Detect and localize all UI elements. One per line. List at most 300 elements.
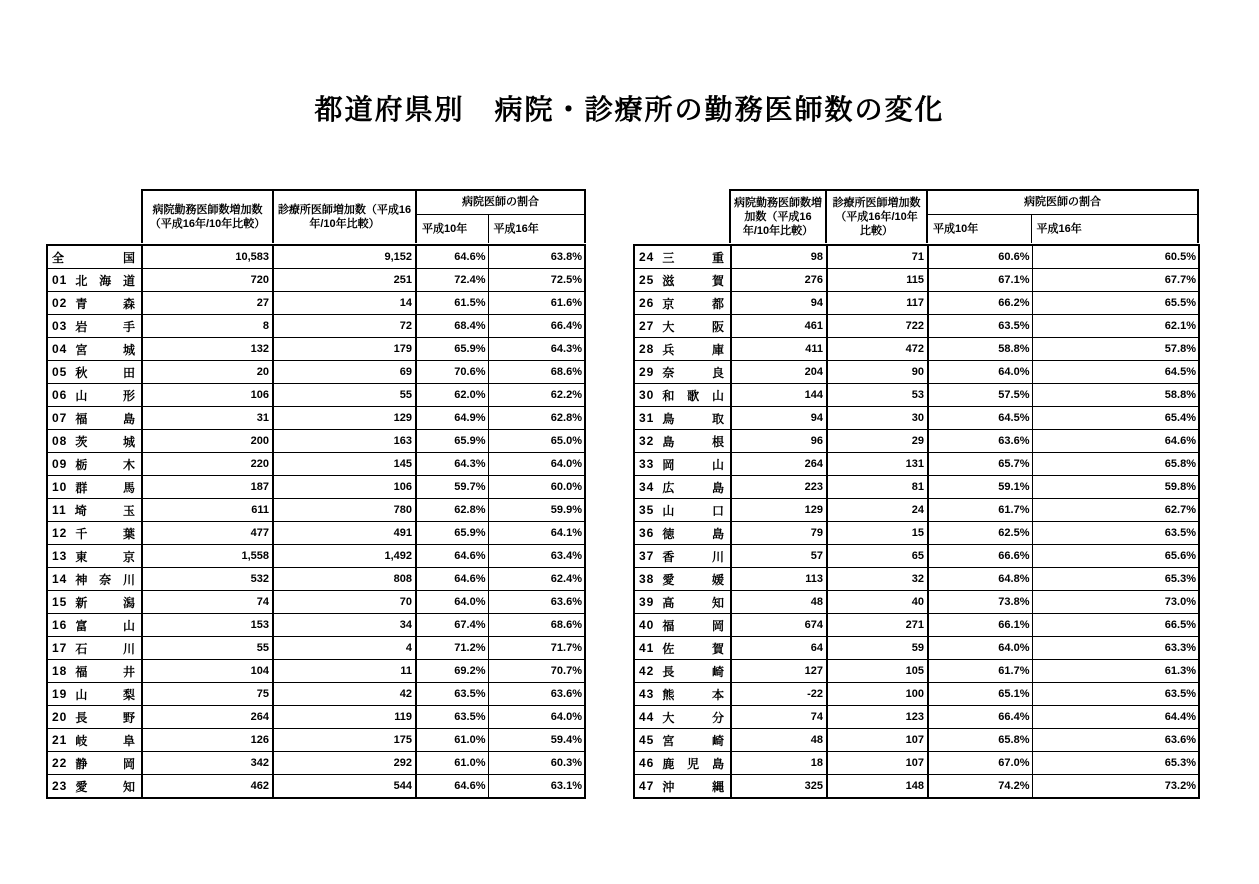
header-hospital-increase: 病院勤務医師数増加数（平成16年/10年比較） <box>730 190 826 243</box>
prefecture-cell <box>47 660 142 683</box>
clinic-increase-cell: 780 <box>273 499 416 522</box>
prefecture-cell <box>634 660 731 683</box>
header-ratio-group: 病院医師の割合 <box>416 190 585 214</box>
ratio-h10-cell: 64.8% <box>928 568 1032 591</box>
ratio-h16-cell: 65.8% <box>1032 453 1199 476</box>
hospital-increase-cell: 153 <box>142 614 273 637</box>
prefecture-number: 29 <box>639 365 655 379</box>
prefecture-name: 福 岡 <box>662 618 724 633</box>
prefecture-number: 37 <box>639 549 655 563</box>
clinic-increase-cell: 148 <box>827 775 928 799</box>
table-row <box>634 361 1199 384</box>
table-row <box>634 292 1199 315</box>
ratio-h16-cell: 64.0% <box>488 706 585 729</box>
clinic-increase-cell: 30 <box>827 407 928 430</box>
hospital-increase-cell: 48 <box>731 591 827 614</box>
prefecture-number: 34 <box>639 480 655 494</box>
hospital-increase-cell: 611 <box>142 499 273 522</box>
prefecture-cell <box>634 384 731 407</box>
table-row <box>634 683 1199 706</box>
prefecture-number: 39 <box>639 595 655 609</box>
table-row <box>47 568 585 591</box>
table-row <box>47 545 585 568</box>
prefecture-name: 鳥 取 <box>662 411 724 426</box>
prefecture-cell <box>634 361 731 384</box>
prefecture-cell <box>47 683 142 706</box>
hospital-increase-cell: 264 <box>142 706 273 729</box>
ratio-h16-cell: 73.2% <box>1032 775 1199 799</box>
hospital-increase-cell: 325 <box>731 775 827 799</box>
clinic-increase-cell: 15 <box>827 522 928 545</box>
ratio-h10-cell: 63.5% <box>416 683 488 706</box>
prefecture-cell <box>634 292 731 315</box>
ratio-h10-cell: 66.1% <box>928 614 1032 637</box>
prefecture-name: 滋 賀 <box>662 273 724 288</box>
prefecture-name: 大 分 <box>662 710 724 725</box>
table-row <box>634 545 1199 568</box>
prefecture-cell <box>634 614 731 637</box>
prefecture-number: 36 <box>639 526 655 540</box>
ratio-h16-cell: 64.6% <box>1032 430 1199 453</box>
clinic-increase-cell: 32 <box>827 568 928 591</box>
prefecture-cell <box>47 614 142 637</box>
prefecture-name: 佐 賀 <box>662 641 724 656</box>
prefecture-name: 広 島 <box>662 480 724 495</box>
header-ratio-h10: 平成10年 <box>416 214 488 243</box>
hospital-increase-cell: 79 <box>731 522 827 545</box>
ratio-h16-cell: 63.1% <box>488 775 585 799</box>
ratio-h10-cell: 73.8% <box>928 591 1032 614</box>
prefecture-number: 35 <box>639 503 655 517</box>
prefecture-cell <box>634 476 731 499</box>
prefecture-table-right <box>633 244 1200 799</box>
hospital-increase-cell: 96 <box>731 430 827 453</box>
prefecture-name: 全 国 <box>52 250 135 265</box>
hospital-increase-cell: 10,583 <box>142 245 273 269</box>
table-row <box>634 269 1199 292</box>
prefecture-name: 三 重 <box>662 250 724 265</box>
prefecture-name: 栃 木 <box>75 457 135 472</box>
prefecture-name: 高 知 <box>662 595 724 610</box>
hospital-increase-cell: 144 <box>731 384 827 407</box>
table-row <box>634 660 1199 683</box>
table-row <box>634 522 1199 545</box>
ratio-h16-cell: 63.5% <box>1032 522 1199 545</box>
hospital-increase-cell: 106 <box>142 384 273 407</box>
hospital-increase-cell: 129 <box>731 499 827 522</box>
prefecture-name: 大 阪 <box>662 319 724 334</box>
ratio-h10-cell: 61.7% <box>928 660 1032 683</box>
hospital-increase-cell: -22 <box>731 683 827 706</box>
prefecture-number: 27 <box>639 319 655 333</box>
hospital-increase-cell: 220 <box>142 453 273 476</box>
prefecture-number: 26 <box>639 296 655 310</box>
table-row <box>47 476 585 499</box>
ratio-h10-cell: 59.1% <box>928 476 1032 499</box>
prefecture-name: 愛 知 <box>75 779 135 794</box>
prefecture-number: 18 <box>52 664 68 678</box>
prefecture-number: 10 <box>52 480 68 494</box>
prefecture-number: 08 <box>52 434 68 448</box>
prefecture-cell <box>47 338 142 361</box>
header-ratio-h16: 平成16年 <box>488 214 585 243</box>
hospital-increase-cell: 75 <box>142 683 273 706</box>
prefecture-cell <box>47 361 142 384</box>
prefecture-name: 埼 玉 <box>74 503 135 518</box>
ratio-h10-cell: 68.4% <box>416 315 488 338</box>
prefecture-number: 13 <box>52 549 68 563</box>
prefecture-name: 新 潟 <box>75 595 135 610</box>
ratio-h10-cell: 70.6% <box>416 361 488 384</box>
ratio-h16-cell: 64.3% <box>488 338 585 361</box>
ratio-h16-cell: 57.8% <box>1032 338 1199 361</box>
table-row <box>47 245 585 269</box>
ratio-h10-cell: 62.0% <box>416 384 488 407</box>
prefecture-cell <box>47 706 142 729</box>
ratio-h10-cell: 59.7% <box>416 476 488 499</box>
ratio-h10-cell: 57.5% <box>928 384 1032 407</box>
table-row <box>634 637 1199 660</box>
prefecture-cell <box>634 545 731 568</box>
ratio-h16-cell: 65.3% <box>1032 568 1199 591</box>
ratio-h16-cell: 62.8% <box>488 407 585 430</box>
hospital-increase-cell: 411 <box>731 338 827 361</box>
clinic-increase-cell: 59 <box>827 637 928 660</box>
hospital-increase-cell: 674 <box>731 614 827 637</box>
ratio-h10-cell: 65.9% <box>416 338 488 361</box>
ratio-h10-cell: 66.2% <box>928 292 1032 315</box>
ratio-h10-cell: 66.6% <box>928 545 1032 568</box>
prefecture-cell <box>47 499 142 522</box>
ratio-h10-cell: 65.9% <box>416 522 488 545</box>
ratio-h16-cell: 64.1% <box>488 522 585 545</box>
clinic-increase-cell: 24 <box>827 499 928 522</box>
prefecture-number: 19 <box>52 687 68 701</box>
prefecture-name: 兵 庫 <box>662 342 724 357</box>
ratio-h10-cell: 64.0% <box>928 361 1032 384</box>
prefecture-name: 福 井 <box>75 664 135 679</box>
prefecture-name: 愛 媛 <box>662 572 724 587</box>
prefecture-name: 岡 山 <box>662 457 724 472</box>
clinic-increase-cell: 251 <box>273 269 416 292</box>
prefecture-cell <box>634 269 731 292</box>
table-row <box>634 407 1199 430</box>
clinic-increase-cell: 72 <box>273 315 416 338</box>
ratio-h16-cell: 66.4% <box>488 315 585 338</box>
hospital-increase-cell: 113 <box>731 568 827 591</box>
prefecture-cell <box>634 338 731 361</box>
clinic-increase-cell: 29 <box>827 430 928 453</box>
table-row <box>634 775 1199 799</box>
prefecture-number: 40 <box>639 618 655 632</box>
clinic-increase-cell: 107 <box>827 752 928 775</box>
header-clinic-increase: 診療所医師増加数（平成16年/10年比較） <box>273 190 416 243</box>
ratio-h16-cell: 63.8% <box>488 245 585 269</box>
ratio-h10-cell: 62.5% <box>928 522 1032 545</box>
clinic-increase-cell: 131 <box>827 453 928 476</box>
table-row <box>634 752 1199 775</box>
prefecture-name: 沖 縄 <box>662 779 724 794</box>
prefecture-name: 長 野 <box>75 710 135 725</box>
ratio-h10-cell: 60.6% <box>928 245 1032 269</box>
prefecture-name: 山 形 <box>75 388 135 403</box>
prefecture-cell <box>47 591 142 614</box>
hospital-increase-cell: 8 <box>142 315 273 338</box>
prefecture-name: 群 馬 <box>75 480 135 495</box>
ratio-h16-cell: 65.3% <box>1032 752 1199 775</box>
ratio-h16-cell: 63.3% <box>1032 637 1199 660</box>
prefecture-name: 長 崎 <box>662 664 724 679</box>
prefecture-name: 鹿 児 島 <box>662 756 724 771</box>
prefecture-name: 岩 手 <box>75 319 135 334</box>
clinic-increase-cell: 292 <box>273 752 416 775</box>
prefecture-number: 09 <box>52 457 68 471</box>
ratio-h16-cell: 64.5% <box>1032 361 1199 384</box>
table-row <box>634 614 1199 637</box>
table-row <box>47 729 585 752</box>
prefecture-number: 05 <box>52 365 68 379</box>
prefecture-name: 和 歌 山 <box>662 388 724 403</box>
ratio-h16-cell: 63.6% <box>1032 729 1199 752</box>
prefecture-name: 青 森 <box>75 296 135 311</box>
prefecture-name: 岐 阜 <box>75 733 135 748</box>
prefecture-number: 24 <box>639 250 655 264</box>
hospital-increase-cell: 276 <box>731 269 827 292</box>
clinic-increase-cell: 271 <box>827 614 928 637</box>
ratio-h10-cell: 63.6% <box>928 430 1032 453</box>
prefecture-number: 45 <box>639 733 655 747</box>
prefecture-name: 山 口 <box>662 503 724 518</box>
prefecture-cell <box>47 729 142 752</box>
prefecture-name: 東 京 <box>75 549 135 564</box>
prefecture-name: 宮 城 <box>75 342 135 357</box>
hospital-increase-cell: 342 <box>142 752 273 775</box>
clinic-increase-cell: 105 <box>827 660 928 683</box>
prefecture-number: 02 <box>52 296 68 310</box>
prefecture-cell <box>47 637 142 660</box>
prefecture-cell <box>634 245 731 269</box>
prefecture-number: 03 <box>52 319 68 333</box>
ratio-h16-cell: 68.6% <box>488 361 585 384</box>
prefecture-number: 44 <box>639 710 655 724</box>
prefecture-number: 14 <box>52 572 68 586</box>
hospital-increase-cell: 1,558 <box>142 545 273 568</box>
prefecture-name: 島 根 <box>662 434 724 449</box>
prefecture-cell <box>47 522 142 545</box>
prefecture-name: 山 梨 <box>75 687 135 702</box>
prefecture-number: 04 <box>52 342 68 356</box>
hospital-increase-cell: 55 <box>142 637 273 660</box>
ratio-h10-cell: 58.8% <box>928 338 1032 361</box>
right-table-header <box>729 189 1199 243</box>
prefecture-number: 21 <box>52 733 68 747</box>
prefecture-number: 47 <box>639 779 655 793</box>
ratio-h16-cell: 71.7% <box>488 637 585 660</box>
ratio-h10-cell: 64.6% <box>416 568 488 591</box>
header-ratio-group: 病院医師の割合 <box>927 190 1198 214</box>
hospital-increase-cell: 31 <box>142 407 273 430</box>
prefecture-name: 静 岡 <box>75 756 135 771</box>
hospital-increase-cell: 200 <box>142 430 273 453</box>
clinic-increase-cell: 491 <box>273 522 416 545</box>
clinic-increase-cell: 42 <box>273 683 416 706</box>
prefecture-name: 熊 本 <box>662 687 724 702</box>
table-row <box>47 407 585 430</box>
prefecture-name: 千 葉 <box>75 526 135 541</box>
prefecture-number: 33 <box>639 457 655 471</box>
clinic-increase-cell: 100 <box>827 683 928 706</box>
ratio-h10-cell: 67.4% <box>416 614 488 637</box>
prefecture-number: 42 <box>639 664 655 678</box>
clinic-increase-cell: 145 <box>273 453 416 476</box>
prefecture-cell <box>47 752 142 775</box>
table-row <box>634 568 1199 591</box>
clinic-increase-cell: 163 <box>273 430 416 453</box>
table-row <box>47 430 585 453</box>
clinic-increase-cell: 69 <box>273 361 416 384</box>
ratio-h10-cell: 61.5% <box>416 292 488 315</box>
table-row <box>47 453 585 476</box>
ratio-h16-cell: 61.6% <box>488 292 585 315</box>
prefecture-cell <box>47 568 142 591</box>
page-title: 都道府県別 病院・診療所の勤務医師数の変化 <box>314 94 945 125</box>
clinic-increase-cell: 115 <box>827 269 928 292</box>
prefecture-cell <box>47 775 142 799</box>
ratio-h16-cell: 65.5% <box>1032 292 1199 315</box>
ratio-h16-cell: 62.4% <box>488 568 585 591</box>
clinic-increase-cell: 117 <box>827 292 928 315</box>
clinic-increase-cell: 107 <box>827 729 928 752</box>
prefecture-name: 宮 崎 <box>662 733 724 748</box>
prefecture-number: 30 <box>639 388 655 402</box>
ratio-h10-cell: 69.2% <box>416 660 488 683</box>
prefecture-cell <box>634 683 731 706</box>
table-row <box>47 660 585 683</box>
clinic-increase-cell: 55 <box>273 384 416 407</box>
table-row <box>47 338 585 361</box>
prefecture-number: 31 <box>639 411 655 425</box>
prefecture-cell <box>634 706 731 729</box>
clinic-increase-cell: 14 <box>273 292 416 315</box>
ratio-h10-cell: 71.2% <box>416 637 488 660</box>
hospital-increase-cell: 74 <box>731 706 827 729</box>
table-row <box>47 752 585 775</box>
clinic-increase-cell: 472 <box>827 338 928 361</box>
hospital-increase-cell: 64 <box>731 637 827 660</box>
hospital-increase-cell: 126 <box>142 729 273 752</box>
header-ratio-h10: 平成10年 <box>927 214 1031 243</box>
prefecture-name: 北 海 道 <box>75 273 135 288</box>
prefecture-name: 石 川 <box>75 641 135 656</box>
table-row <box>634 591 1199 614</box>
hospital-increase-cell: 720 <box>142 269 273 292</box>
clinic-increase-cell: 40 <box>827 591 928 614</box>
prefecture-number: 23 <box>52 779 68 793</box>
ratio-h16-cell: 64.4% <box>1032 706 1199 729</box>
header-ratio-h16: 平成16年 <box>1031 214 1198 243</box>
table-row <box>634 315 1199 338</box>
prefecture-number: 12 <box>52 526 68 540</box>
hospital-increase-cell: 20 <box>142 361 273 384</box>
prefecture-cell <box>634 315 731 338</box>
prefecture-number: 01 <box>52 273 68 287</box>
ratio-h16-cell: 62.1% <box>1032 315 1199 338</box>
ratio-h16-cell: 59.8% <box>1032 476 1199 499</box>
ratio-h10-cell: 64.0% <box>416 591 488 614</box>
ratio-h10-cell: 67.0% <box>928 752 1032 775</box>
table-row <box>634 430 1199 453</box>
table-row <box>47 384 585 407</box>
prefecture-cell <box>634 407 731 430</box>
prefecture-cell <box>634 752 731 775</box>
prefecture-name: 徳 島 <box>662 526 724 541</box>
ratio-h10-cell: 64.6% <box>416 545 488 568</box>
ratio-h16-cell: 70.7% <box>488 660 585 683</box>
ratio-h10-cell: 72.4% <box>416 269 488 292</box>
ratio-h16-cell: 60.5% <box>1032 245 1199 269</box>
prefecture-cell <box>47 476 142 499</box>
hospital-increase-cell: 57 <box>731 545 827 568</box>
ratio-h10-cell: 64.0% <box>928 637 1032 660</box>
ratio-h16-cell: 60.0% <box>488 476 585 499</box>
prefecture-cell <box>634 430 731 453</box>
clinic-increase-cell: 81 <box>827 476 928 499</box>
ratio-h16-cell: 63.4% <box>488 545 585 568</box>
header-clinic-increase: 診療所医師増加数（平成16年/10年比較） <box>826 190 927 243</box>
ratio-h10-cell: 65.8% <box>928 729 1032 752</box>
clinic-increase-cell: 722 <box>827 315 928 338</box>
prefecture-number: 20 <box>52 710 68 724</box>
table-row <box>47 361 585 384</box>
clinic-increase-cell: 129 <box>273 407 416 430</box>
hospital-increase-cell: 18 <box>731 752 827 775</box>
clinic-increase-cell: 123 <box>827 706 928 729</box>
prefecture-cell <box>634 637 731 660</box>
prefecture-cell <box>634 568 731 591</box>
clinic-increase-cell: 175 <box>273 729 416 752</box>
ratio-h16-cell: 65.0% <box>488 430 585 453</box>
prefecture-number: 28 <box>639 342 655 356</box>
ratio-h10-cell: 61.0% <box>416 752 488 775</box>
prefecture-cell <box>634 729 731 752</box>
prefecture-cell <box>47 292 142 315</box>
ratio-h16-cell: 68.6% <box>488 614 585 637</box>
ratio-h16-cell: 58.8% <box>1032 384 1199 407</box>
ratio-h10-cell: 61.0% <box>416 729 488 752</box>
prefecture-cell <box>634 522 731 545</box>
clinic-increase-cell: 808 <box>273 568 416 591</box>
table-row <box>47 637 585 660</box>
prefecture-number: 16 <box>52 618 68 632</box>
hospital-increase-cell: 94 <box>731 407 827 430</box>
ratio-h16-cell: 63.6% <box>488 683 585 706</box>
clinic-increase-cell: 9,152 <box>273 245 416 269</box>
ratio-h16-cell: 64.0% <box>488 453 585 476</box>
hospital-increase-cell: 98 <box>731 245 827 269</box>
ratio-h10-cell: 63.5% <box>416 706 488 729</box>
ratio-h10-cell: 65.9% <box>416 430 488 453</box>
prefecture-cell <box>47 384 142 407</box>
table-row <box>634 476 1199 499</box>
prefecture-cell <box>634 499 731 522</box>
prefecture-number: 25 <box>639 273 655 287</box>
clinic-increase-cell: 1,492 <box>273 545 416 568</box>
prefecture-cell <box>47 407 142 430</box>
hospital-increase-cell: 477 <box>142 522 273 545</box>
ratio-h16-cell: 72.5% <box>488 269 585 292</box>
prefecture-number: 06 <box>52 388 68 402</box>
left-table-header <box>141 189 586 243</box>
